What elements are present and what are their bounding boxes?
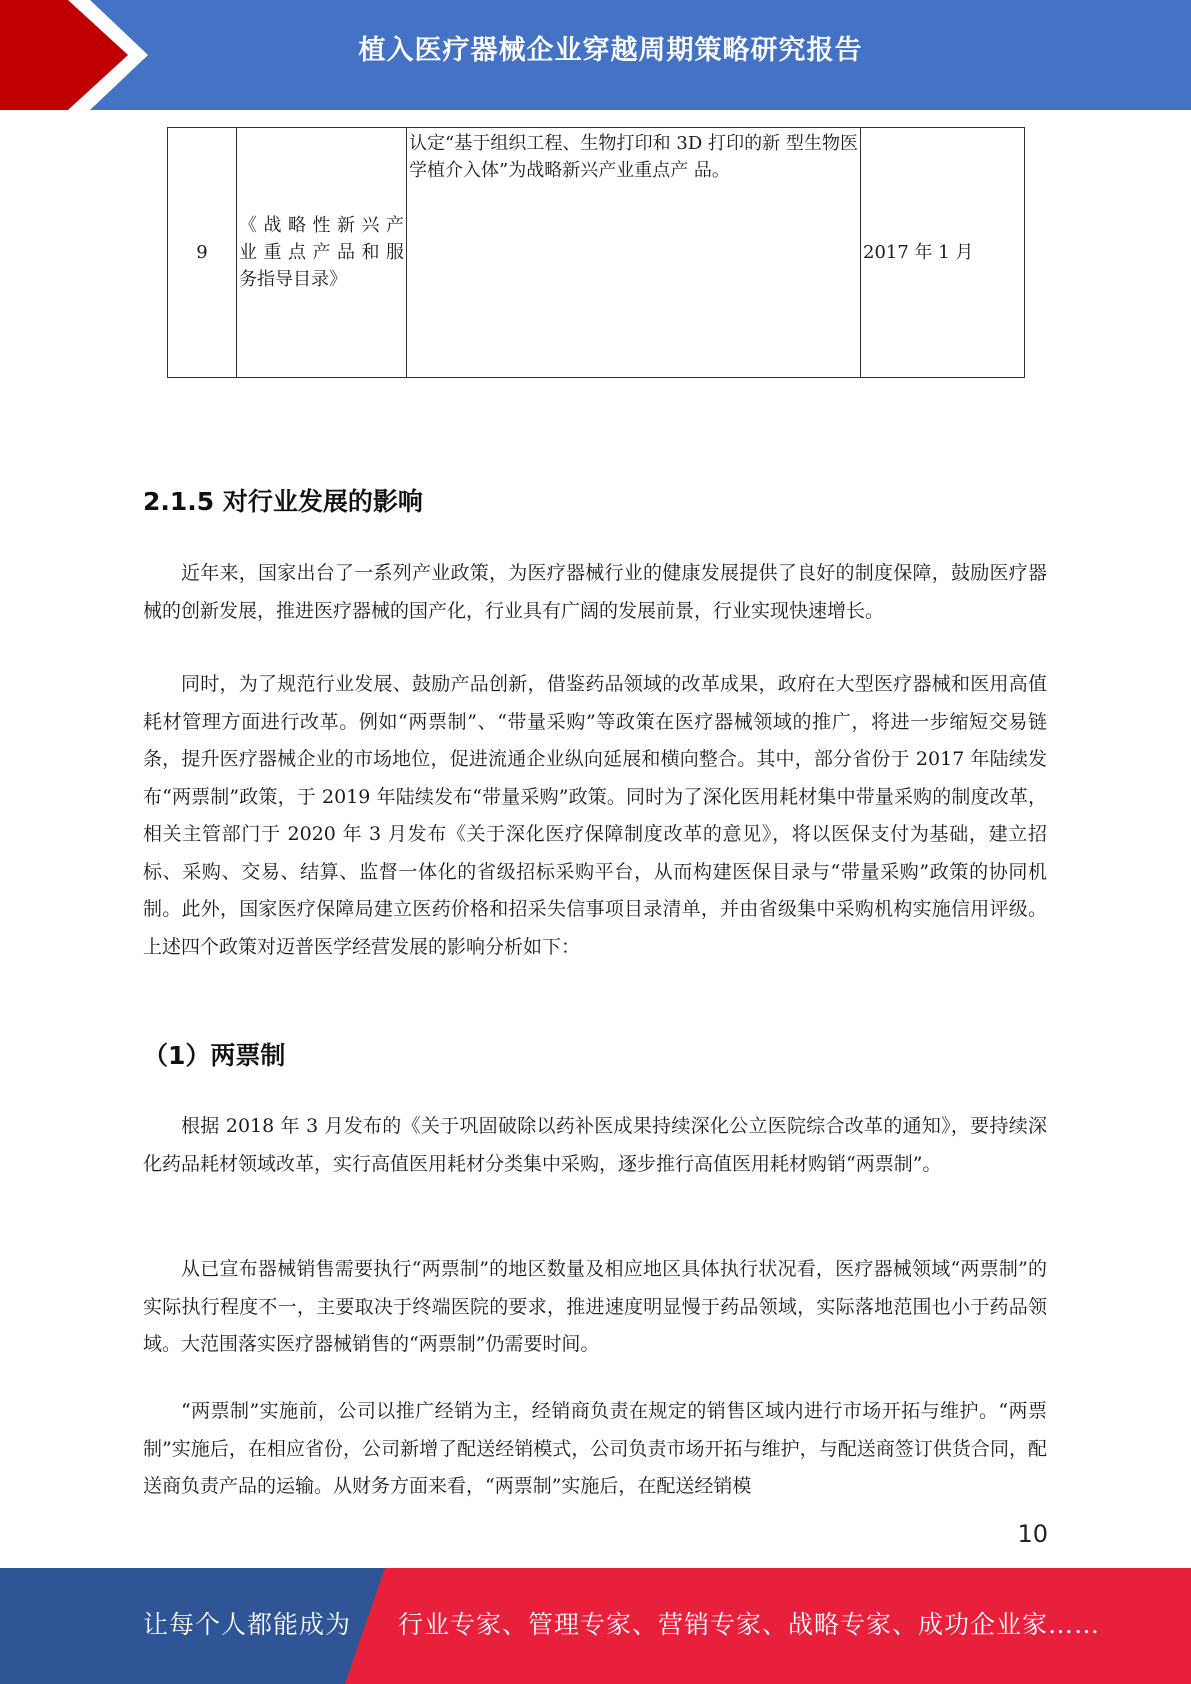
page-header xyxy=(0,0,1191,110)
paragraph: 同时，为了规范行业发展、鼓励产品创新，借鉴药品领域的改革成果，政府在大型医疗器械和医用高值耗材管理方面进行改革。例如“两票制”、“带量采购”等政策在医疗器械领域的推广，将进一步缩短交易链条，提升医疗器械企业的市场地位，促进流通企业纵向延展和横向整合。其中，部分省份于 2017 年陆续发布“两票制”政策，于 2019 年陆续发布“带量采购”政策。同时为了深化医用耗材集中带量采购的制度改革，相关主管部门于 2020 年 3 月发布《关于深化医疗保障制度改革的意见》，将以医保支付为基础，建立招标、采购、交易、结算、监督一体化的省级招标采购平台，从而构建医保目录与“带量采购”政策的协同机制。此外，国家医疗保障局建立医药价格和招采失信事项目录清单，并由省级集中采购机构实施信用评级。上述四个政策对迈普医学经营发展的影响分析如下： xyxy=(143,673,1047,958)
page-number: 10 xyxy=(1017,1520,1048,1548)
page-footer xyxy=(0,1568,1191,1684)
table-cell-index: 9 xyxy=(168,128,237,378)
footer-slogan-right: 行业专家、管理专家、营销专家、战略专家、成功企业家…… xyxy=(398,1610,1101,1639)
subsection-heading: （1）两票制 xyxy=(143,1041,286,1070)
table-row xyxy=(168,128,1025,378)
paragraph: 根据 2018 年 3 月发布的《关于巩固破除以药补医成果持续深化公立医院综合改革的通知》，要持续深化药品耗材领域改革，实行高值医用耗材分类集中采购，逐步推行高值医用耗材购销“两票制”。 xyxy=(143,1115,1047,1175)
section-heading: 2.1.5 对行业发展的影响 xyxy=(143,487,423,516)
footer-slogan-left: 让每个人都能成为 xyxy=(143,1610,352,1639)
table-cell-name-line: 业重点产品和服 xyxy=(239,242,404,263)
table-cell-name xyxy=(237,128,407,378)
paragraph: “两票制”实施前，公司以推广经销为主，经销商负责在规定的销售区域内进行市场开拓与维护。“两票制”实施后，在相应省份，公司新增了配送经销模式，公司负责市场开拓与维护，与配送商签订供货合同，配送商负责产品的运输。从财务方面来看，“两票制”实施后，在配送经销模 xyxy=(143,1400,1047,1497)
header-title: 植入医疗器械企业穿越周期策略研究报告 xyxy=(358,35,863,66)
policy-table xyxy=(167,127,1024,378)
paragraph: 从已宣布器械销售需要执行“两票制”的地区数量及相应地区具体执行状况看，医疗器械领域“两票制”的实际执行程度不一，主要取决于终端医院的要求，推进速度明显慢于药品领域，实际落地范围也小于药品领域。大范围落实医疗器械销售的“两票制”仍需要时间。 xyxy=(143,1258,1047,1355)
table-cell-description: 认定“基于组织工程、生物打印和 3D 打印的新 型生物医学植介入体”为战略新兴产业重点产 品。 xyxy=(407,128,861,378)
table-cell-date: 2017 年 1 月 xyxy=(861,128,1025,378)
table-cell-name-line: 务指导目录》 xyxy=(239,269,347,290)
paragraph: 近年来，国家出台了一系列产业政策，为医疗器械行业的健康发展提供了良好的制度保障，鼓励医疗器械的创新发展，推进医疗器械的国产化，行业具有广阔的发展前景，行业实现快速增长。 xyxy=(143,562,1047,622)
table-cell-name-line: 《战略性新兴产 xyxy=(239,215,404,236)
